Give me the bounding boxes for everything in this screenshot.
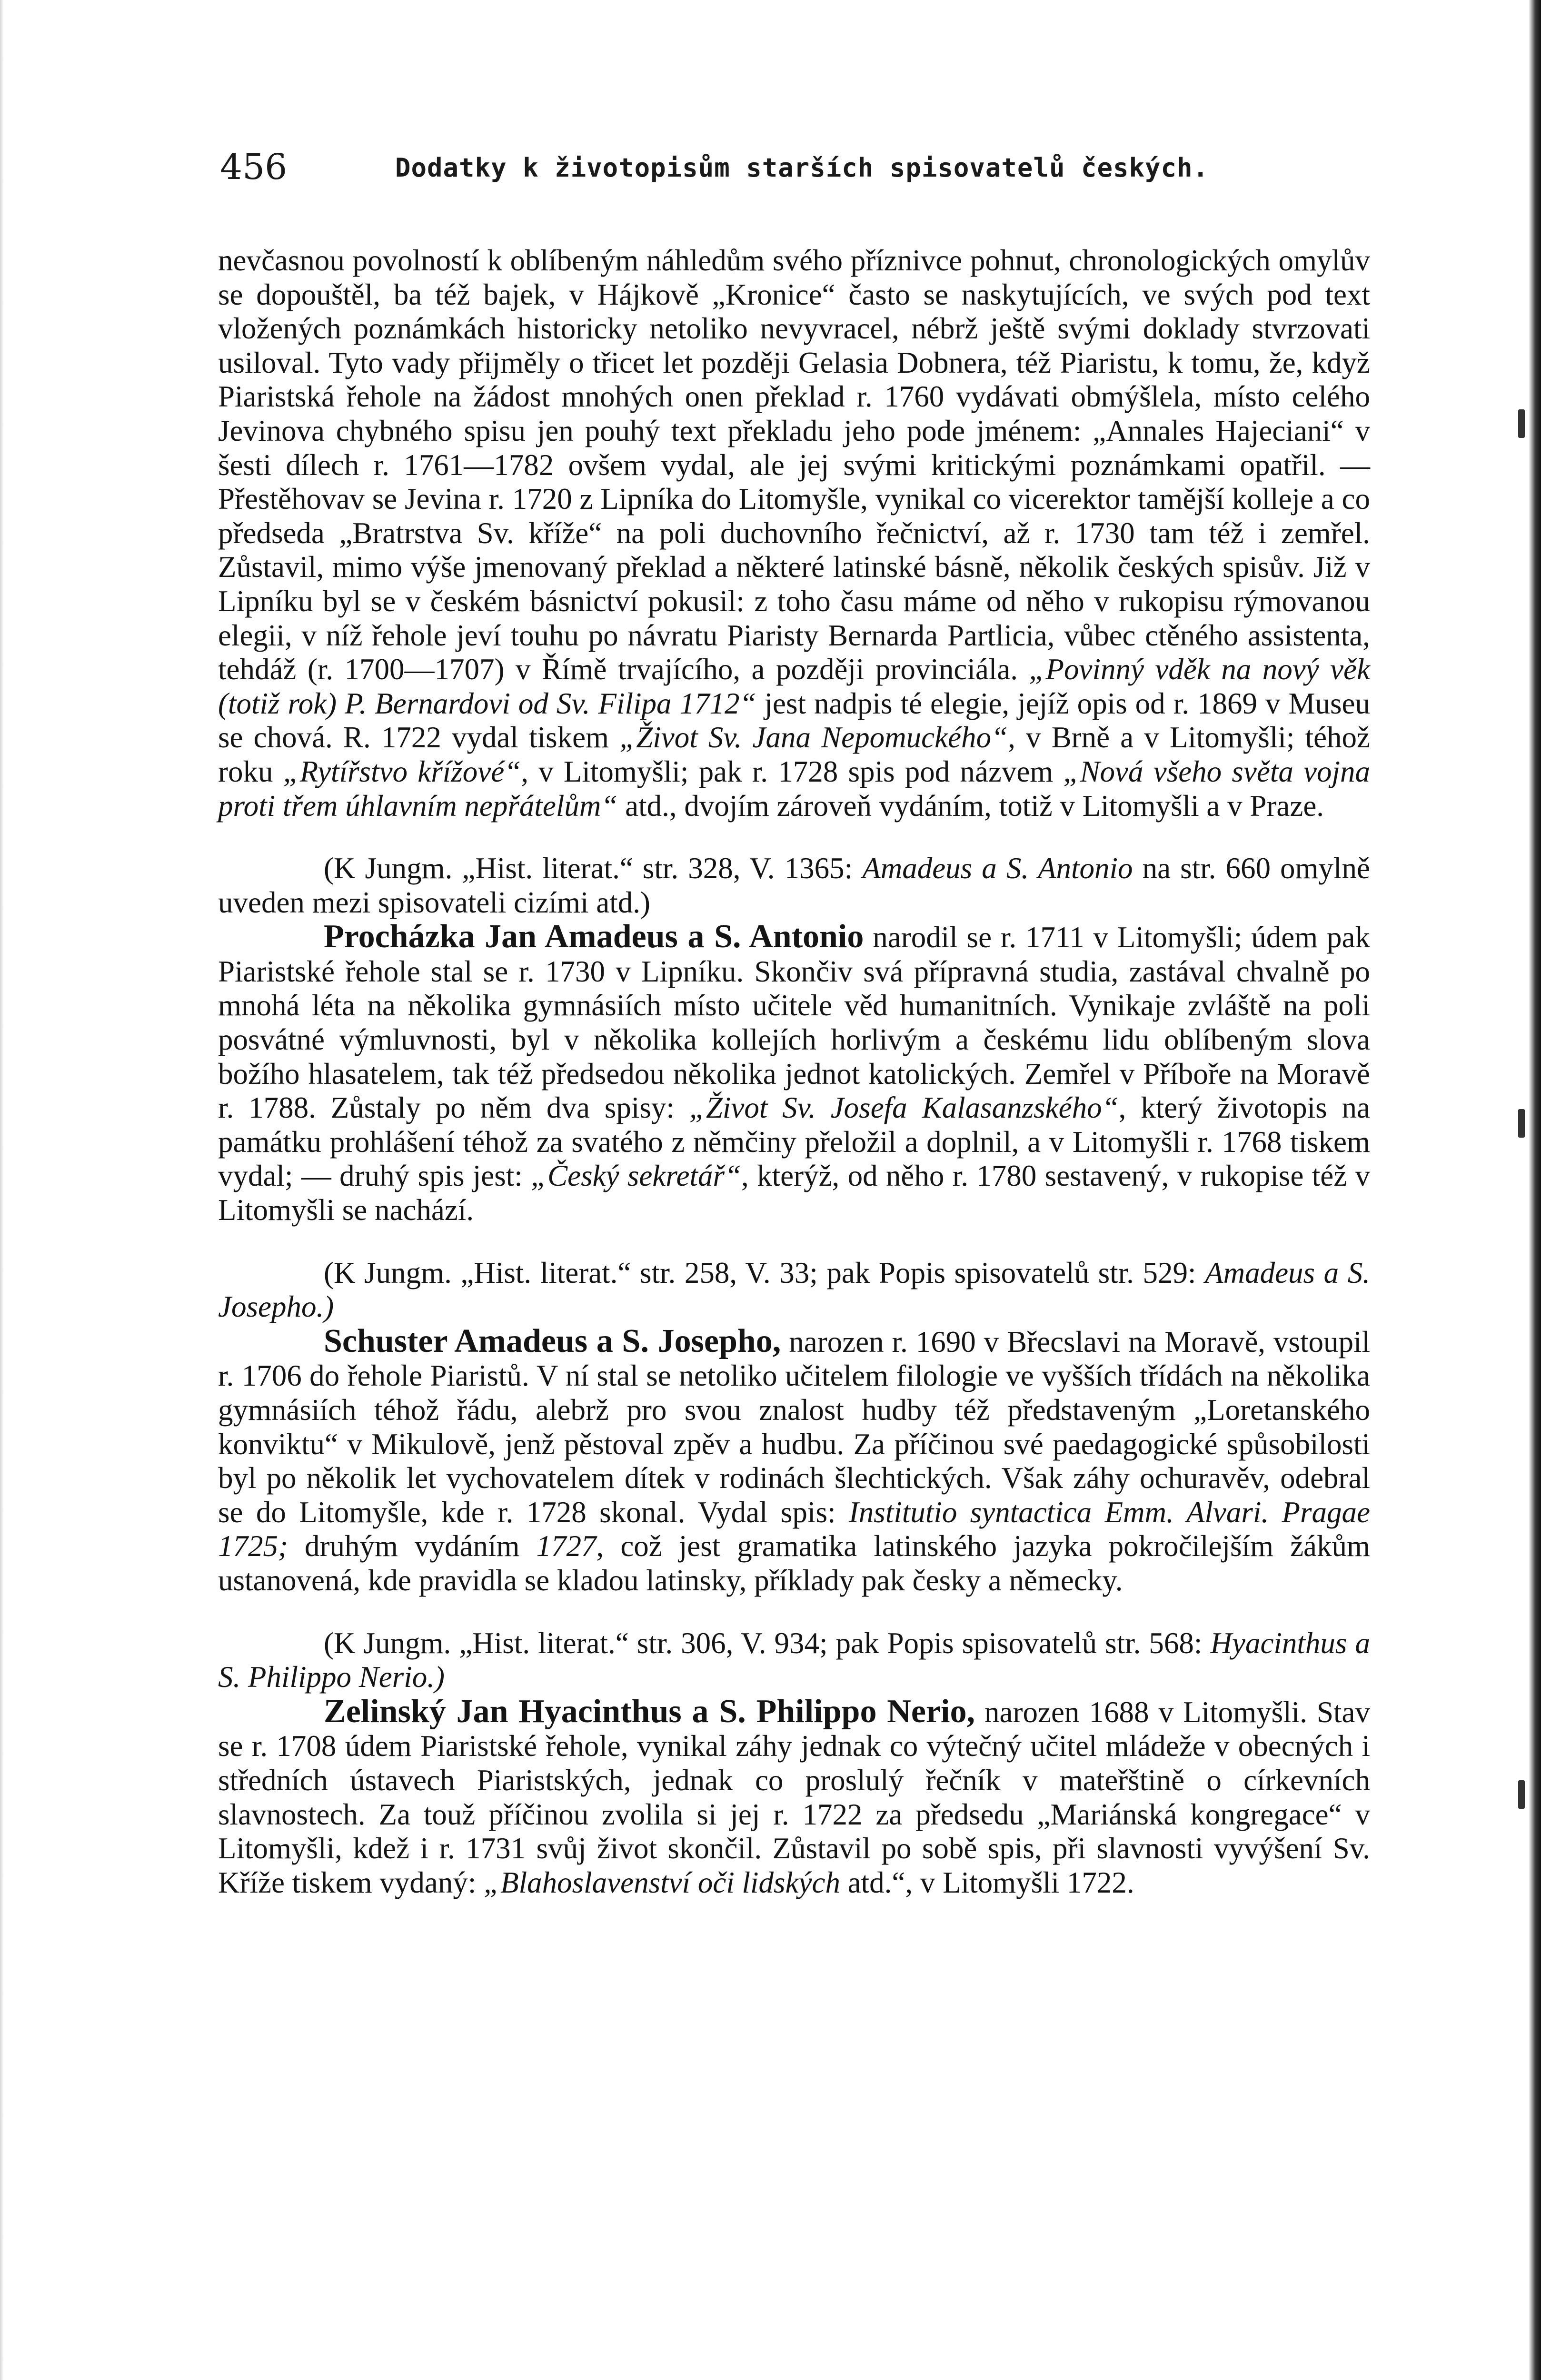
work-title: „Nová všeho světa vojna proti třem úhlavním nepřátelům“ (218, 754, 1370, 823)
citation-text: na str. 660 omylně uveden mezi spisovateli cizími atd.) (218, 852, 1370, 919)
entry-heading: Zelinský Jan Hyacinthus a S. Philippo Nerio, (324, 1693, 975, 1730)
citation-note (218, 1626, 1370, 1695)
work-title: „Český sekretář“ (531, 1159, 742, 1193)
entry-prochazka (218, 920, 1370, 1227)
page-header (220, 142, 1353, 194)
entry-text: druhým vydáním (288, 1529, 537, 1563)
entry-text: , kterýž, od něho r. 1780 sestavený, v rukopise též v Litomyšli se nachází. (218, 1159, 1370, 1227)
continued-paragraph (218, 244, 1370, 823)
citation-note (218, 1256, 1370, 1324)
work-title: „Povinný vděk na nový věk (totiž rok) P. Bernardovi od Sv. Filipa 1712“ (218, 653, 1370, 720)
citation-text: (K Jungm. „Hist. literat.“ str. 306, V. 934; pak Popis spisovatelů str. 568: (324, 1626, 1211, 1660)
scan-right-edge (1529, 0, 1541, 2380)
entry-text: atd.“, v Litomyšli 1722. (840, 1865, 1134, 1899)
margin-mark (1518, 1780, 1525, 1809)
entry-heading: Schuster Amadeus a S. Josepho, (324, 1322, 781, 1359)
work-title: „Blahoslavenství oči lidských (484, 1865, 840, 1899)
paragraph-text: nevčasnou povolností k oblíbeným náhledům svého příznivce pohnut, chronologických omylův se dopouštěl, ba též bajek, v Hájkově „Kronice“ často se naskytujících, ve svých pod text vložených poznámkách historicky netoliko nevyvracel, nébrž ještě svými doklady stvrzovati usiloval. Tyto vady přijměly o třicet let později Gelasia Dobnera, též Piaristu, k tomu, že, když Piaristská řehole na žádost mnohých onen překlad r. 1760 vydávati obmýšlela, místo celého Jevinova chybného spisu jen pouhý text překladu jeho pode jménem: „Annales Hajeciani“ v šesti dílech r. 1761—1782 ovšem vydal, ale jej svými kritickými poznámkami opatřil. — Přestěhovav se Jevina r. 1720 z Lipníka do Litomyšle, vynikal co vicerektor tamější kolleje a co předseda „Bratrstva Sv. kříže“ na poli duchovního řečnictví, až r. 1730 tam též i zemřel. Zůstavil, mimo výše jmenovaný překlad a některé latinské básně, několik českých spisův. Již v Lipníku byl se v českém básnictví pokusil: z toho času máme od něho v rukopisu rýmovanou elegii, v níž řehole jeví touhu po návratu Piaristy Bernarda Partlicia, vůbec ctěného assistenta, tehdáž (r. 1700—1707) v Římě trvajícího, a později provinciála. (218, 244, 1370, 686)
entry-text: narodil se r. 1711 v Litomyšli; údem pak Piaristské řehole stal se r. 1730 v Lipníku. Skončiv svá přípravná studia, zastával chvalně po mnohá léta na několika gymnásiích místo učitele věd humanitních. Vynikaje zvláště na poli posvátné výmluvnosti, byl v několika kollejích horlivým a českému lidu oblíbeným slova božího hlasatelem, tak též předsedou několika jednot katolických. Zemřel v Příboře na Moravě r. 1788. Zůstaly po něm dva spisy: (218, 921, 1370, 1125)
entry-text: , který životopis na památku prohlášení téhož za svatého z němčiny přeložil a doplnil, a v Litomyšli r. 1768 tiskem vydal; — druhý spis jest: (218, 1091, 1370, 1193)
paragraph-text: , v Litomyšli; pak r. 1728 spis pod názvem (521, 754, 1064, 788)
body-text (218, 244, 1370, 1900)
entry-schuster (218, 1324, 1370, 1598)
page-number: 456 (220, 147, 288, 188)
margin-mark (1518, 1109, 1525, 1138)
entry-text: narozen 1688 v Litomyšli. Stav se r. 1708 údem Piaristské řehole, vynikal záhy jednak co výtečný učitel mládeže v obecných i středních ústavech Piaristských, jednak co proslulý řečník v mateřštině o církevních slavnostech. Za touž příčinou zvolila si jej r. 1722 za předsedu „Mariánská kongregace“ v Litomyšli, kdež i r. 1731 svůj život skončil. Zůstavil po sobě spis, při slavnosti vyvýšení Sv. Kříže tiskem vydaný: (218, 1695, 1370, 1899)
citation-name: Amadeus a S. Antonio (862, 852, 1133, 885)
paragraph-text: , v Brně a v Litomyšli; téhož roku (218, 721, 1370, 788)
work-title: „Život Sv. Jana Nepomuckého“ (619, 721, 1008, 754)
work-title: Institutio syntactica Emm. Alvari. Pragae 1725; (218, 1495, 1370, 1563)
work-title: 1727 (536, 1529, 597, 1563)
entry-zelinsky (218, 1695, 1370, 1900)
citation-text: (K Jungm. „Hist. literat.“ str. 328, V. 1365: (324, 852, 863, 885)
entry-text: , což jest gramatika latinského jazyka pokročilejším žákům ustanovená, kde pravidla se kladou latinsky, příklady pak česky a německy. (218, 1529, 1370, 1597)
paragraph-text: jest nadpis té elegie, jejíž opis od r. 1869 v Museu se chová. R. 1722 vydal tiskem (218, 686, 1370, 754)
work-title: „Život Sv. Josefa Kalasanzského“ (689, 1091, 1119, 1125)
citation-name: Amadeus a S. Josepho.) (218, 1256, 1370, 1324)
entry-text: narozen r. 1690 v Břecslavi na Moravě, vstoupil r. 1706 do řehole Piaristů. V ní stal se netoliko učitelem filologie ve vyšších třídách na několika gymnásiích téhož řádu, alebrž pro svou znalost hudby též představeným „Loretanského konviktu“ v Mikulově, jenž pěstoval zpěv a hudbu. Za příčinou své paedagogické spůsobilosti byl po několik let vychovatelem dítek v rodinách šlechtických. Však záhy ochuravěv, odebral se do Litomyšle, kde r. 1728 skonal. Vydal spis: (218, 1325, 1370, 1529)
entry-heading: Procházka Jan Amadeus a S. Antonio (324, 918, 864, 955)
citation-note (218, 852, 1370, 920)
citation-text: (K Jungm. „Hist. literat.“ str. 258, V. 33; pak Popis spisovatelů str. 529: (324, 1256, 1205, 1289)
margin-mark (1518, 409, 1525, 438)
running-title: Dodatky k životopisům starších spisovatelů českých. (395, 153, 1209, 183)
citation-name: Hyacinthus a S. Philippo Nerio.) (218, 1626, 1370, 1694)
work-title: „Rytířstvo křížové“ (283, 754, 521, 788)
scan-left-edge (0, 0, 4, 2380)
paragraph-text: atd., dvojím zároveň vydáním, totiž v Litomyšli a v Praze. (617, 789, 1324, 823)
